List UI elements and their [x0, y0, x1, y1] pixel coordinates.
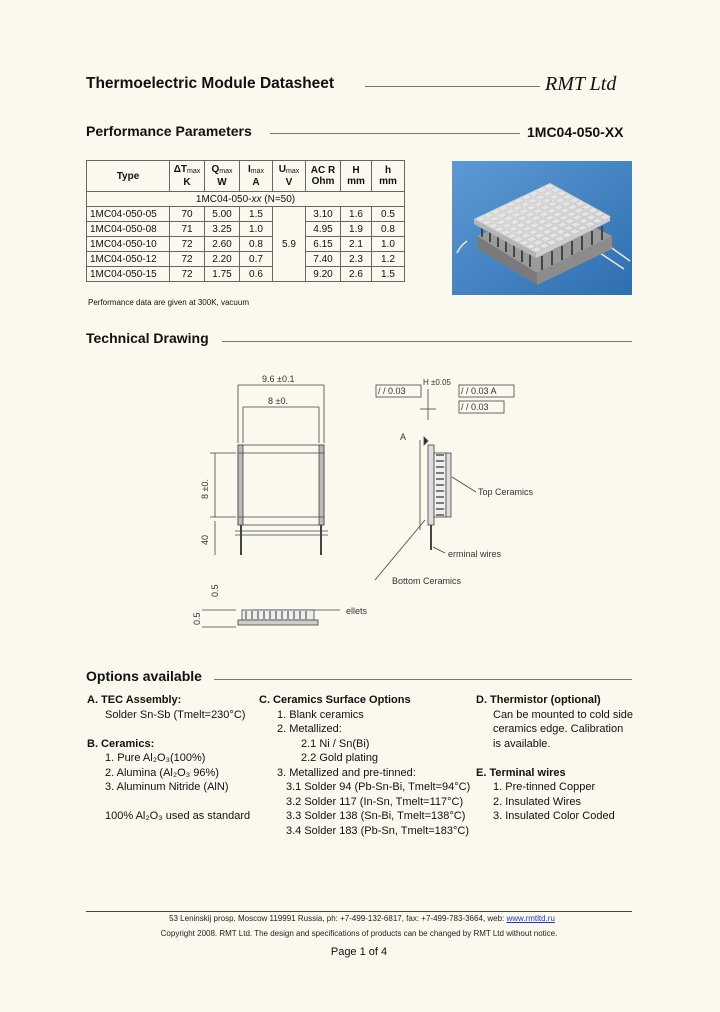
flatness-h: H ±0.05 — [423, 378, 451, 387]
dim-bottom-a: 0.5 — [192, 612, 202, 625]
model-number: 1MC04-050-XX — [527, 124, 624, 140]
col-dtmax: $\Delta T_{max}$ K — [170, 161, 205, 192]
option-line: 3.1 Solder 94 (Pb-Sn-Bi, Tmelt=94°C) — [286, 781, 471, 793]
table-header-row — [87, 161, 405, 192]
option-line: 3. Aluminum Nitride (AlN) — [105, 781, 229, 793]
flatness-mid: / / 0.03 A — [461, 386, 497, 396]
option-line: 3.2 Solder 117 (In-Sn, Tmelt=117°C) — [286, 795, 464, 808]
dim-width-outer: 9.6 ±0.1 — [262, 374, 295, 384]
performance-heading: Performance Parameters — [86, 123, 252, 139]
label-terminal-wires: erminal wires — [448, 549, 502, 559]
option-line: C. Ceramics Surface Options — [259, 694, 411, 706]
table-row: 1MC04-050-15 72 1.75 0.6 9.20 2.6 1.5 — [87, 267, 405, 282]
table-row: 1MC04-050-05 70 5.00 1.5 5.9 3.10 1.6 0.5 — [87, 207, 405, 222]
brand-logo: RMT Ltd — [545, 73, 617, 95]
option-line: 3. Insulated Color Coded — [493, 810, 615, 822]
umax-shared: 5.9 — [273, 207, 306, 282]
option-line: 1. Pre-tinned Copper — [493, 781, 596, 793]
performance-note: Performance data are given at 300K, vacuum — [88, 298, 249, 307]
option-line: 3. Metallized and pre-tinned: — [277, 766, 416, 779]
footer-rule — [86, 911, 632, 912]
table-row: 1MC04-050-12 72 2.20 0.7 7.40 2.3 1.2 — [87, 252, 405, 267]
option-line: Can be mounted to cold side — [493, 708, 634, 721]
options-col-2 — [259, 693, 470, 838]
dim-wire-length: 40 — [200, 534, 210, 545]
col-h: h mm — [372, 161, 405, 192]
performance-table — [86, 160, 405, 282]
option-line: D. Thermistor (optional) — [476, 694, 601, 706]
col-type: Type — [87, 161, 170, 192]
option-line: 3.4 Solder 183 (Pb-Sn, Tmelt=183°C) — [286, 824, 470, 837]
footer-copyright: Copyright 2008. RMT Ltd. The design and specifications of products can be changed by RMT Ltd without notice. — [160, 929, 558, 938]
dim-width-inner: 8 ±0. — [268, 396, 288, 406]
option-line: is available. — [493, 737, 551, 750]
option-line: 2.1 Ni / Sn(Bi) — [301, 737, 370, 750]
option-line: 100% Al₂O₃ used as standard — [105, 810, 251, 822]
dim-height: 8 ±0. — [200, 479, 210, 499]
technical-drawing — [180, 365, 560, 640]
col-imax: $I_{max}$ A — [240, 161, 273, 192]
options-rule — [214, 679, 632, 680]
footer-address: 53 Leninskij prosp. Moscow 119991 Russia, ph: +7-499-132-6817, fax: +7-499-783-3664, web: www.rmtltd.ru — [169, 914, 555, 923]
option-line: 2. Insulated Wires — [493, 795, 582, 808]
flatness-low: / / 0.03 — [461, 402, 489, 412]
tec-module-image — [452, 161, 632, 295]
page-number: Page 1 of 4 — [330, 946, 388, 958]
col-acr: AC R Ohm — [306, 161, 341, 192]
option-line: 2. Metallized: — [277, 723, 342, 735]
flatness-top: / / 0.03 — [378, 386, 406, 396]
options-col-3 — [476, 693, 633, 824]
option-line: 3.3 Solder 138 (Sn-Bi, Tmelt=138°C) — [286, 810, 466, 822]
option-line: B. Ceramics: — [87, 737, 155, 750]
option-line: 1. Blank ceramics — [277, 708, 364, 721]
product-photo — [452, 161, 632, 295]
option-line: 2. Alumina (Al₂O₃ 96%) — [105, 766, 219, 779]
header-rule — [365, 86, 540, 87]
option-line: ceramics edge. Calibration — [493, 723, 624, 735]
datum-label: A — [400, 432, 407, 442]
drawing-heading: Technical Drawing — [86, 330, 209, 346]
options-col-1 — [87, 693, 250, 824]
page-title: Thermoelectric Module Datasheet — [86, 75, 335, 92]
label-top-ceramics: Top Ceramics — [478, 487, 534, 497]
module-top-view — [238, 445, 324, 525]
option-line: A. TEC Assembly: — [87, 694, 182, 706]
drawing-rule — [222, 341, 632, 342]
group-row: 1MC04-050-xx (N=50) — [87, 192, 405, 207]
col-umax: $U_{max}$ V — [273, 161, 306, 192]
label-pellets: ellets — [346, 606, 368, 616]
col-H: H mm — [341, 161, 372, 192]
option-line: 1. Pure Al₂O₃(100%) — [105, 752, 206, 764]
col-qmax: $Q_{max}$ W — [205, 161, 240, 192]
option-line: Solder Sn-Sb (Tmelt=230°C) — [105, 708, 246, 721]
performance-rule — [270, 133, 520, 134]
dim-bottom-b: 0.5 — [210, 584, 220, 597]
options-heading: Options available — [86, 668, 202, 684]
option-line: E. Terminal wires — [476, 766, 566, 779]
table-row: 1MC04-050-10 72 2.60 0.8 6.15 2.1 1.0 — [87, 237, 405, 252]
website-link[interactable]: www.rmtltd.ru — [506, 914, 555, 923]
table-row: 1MC04-050-08 71 3.25 1.0 4.95 1.9 0.8 — [87, 222, 405, 237]
label-bottom-ceramics: Bottom Ceramics — [392, 576, 462, 586]
option-line: 2.2 Gold plating — [301, 752, 379, 764]
